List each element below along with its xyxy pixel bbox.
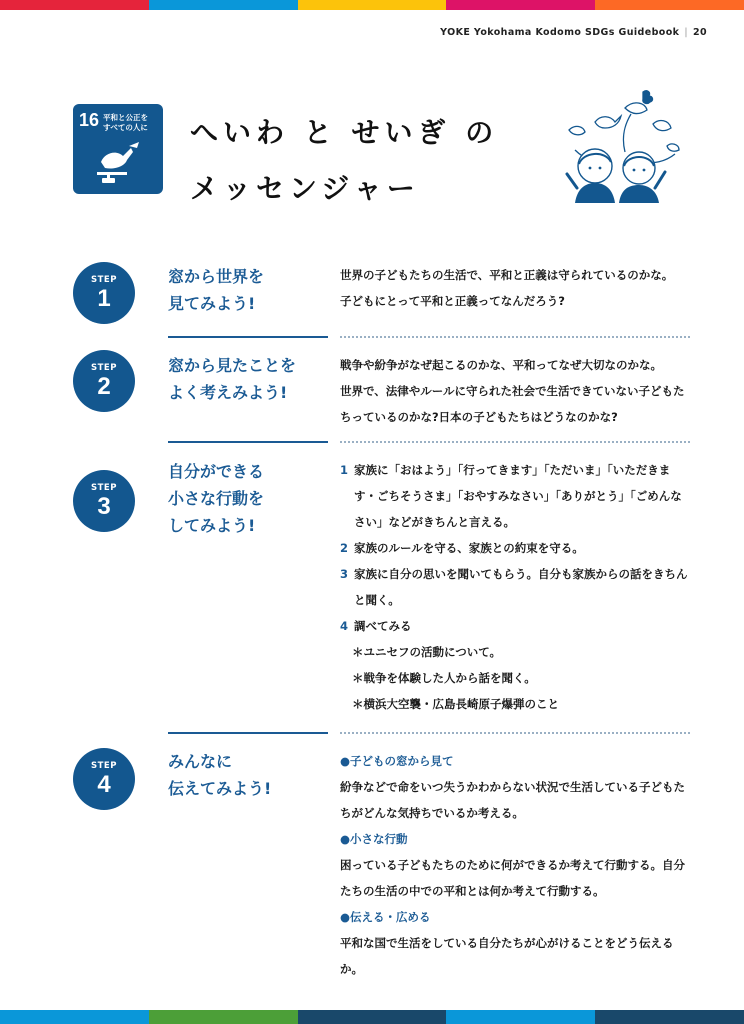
section-divider bbox=[168, 336, 328, 338]
item-number: 3 bbox=[340, 567, 349, 581]
section-text: 平和な国で生活をしている自分たちが心がけることをどう伝えるか。 bbox=[340, 936, 674, 976]
bottom-bar-segment bbox=[0, 1010, 149, 1024]
step-4-body bbox=[340, 748, 690, 982]
step-1-body bbox=[340, 262, 690, 314]
step-label: STEP bbox=[91, 363, 117, 373]
heading-line: みんなに bbox=[168, 752, 233, 771]
dotted-divider bbox=[340, 441, 690, 443]
item-text: 家族のルールを守る、家族との約束を守る。 bbox=[354, 541, 584, 555]
page-number: 20 bbox=[692, 27, 707, 38]
top-color-bar bbox=[0, 0, 744, 10]
body-line: 世界の子どもたちの生活で、平和と正義は守られているのかな。 bbox=[340, 268, 674, 282]
section-text: 紛争などで命をいつ失うかわからない状況で生活している子どもたちがどんな気持ちでいるか考える。 bbox=[340, 780, 685, 820]
sub-item: ＊戦争を体験した人から話を聞く。 bbox=[352, 671, 536, 685]
item-text: 調べてみる bbox=[354, 619, 412, 633]
heading-line: 自分ができる bbox=[168, 462, 265, 481]
step-label: STEP bbox=[91, 483, 117, 493]
bottom-bar-segment bbox=[595, 1010, 744, 1024]
children-doves-illustration bbox=[555, 88, 695, 203]
dotted-divider bbox=[340, 732, 690, 734]
step-label: STEP bbox=[91, 761, 117, 771]
item-number: 2 bbox=[340, 541, 349, 555]
sdg-label-line1: 平和と公正を bbox=[103, 113, 148, 122]
sub-item: ＊横浜大空襲・広島長崎原子爆弾のこと bbox=[352, 697, 559, 711]
step-number: 2 bbox=[97, 373, 111, 400]
step-4-heading bbox=[168, 748, 271, 802]
step-number: 1 bbox=[97, 285, 111, 312]
dotted-divider bbox=[340, 336, 690, 338]
body-line: 子どもにとって平和と正義ってなんだろう? bbox=[340, 294, 565, 308]
sdg-number: 16 bbox=[79, 110, 100, 130]
step-3-body bbox=[340, 457, 690, 717]
step-4-badge bbox=[73, 748, 135, 810]
list-item bbox=[340, 457, 690, 535]
dove-gavel-icon bbox=[95, 140, 143, 184]
section-title: ●子どもの窓から見て bbox=[340, 754, 454, 768]
item-text: 家族に自分の思いを聞いてもらう。自分も家族からの話をきちんと聞く。 bbox=[354, 567, 688, 607]
sdg-label bbox=[103, 113, 148, 133]
bottom-color-bar bbox=[0, 1010, 744, 1024]
bottom-bar-segment bbox=[149, 1010, 298, 1024]
heading-line: 小さな行動を bbox=[168, 489, 265, 508]
item-number: 4 bbox=[340, 619, 349, 633]
step-number: 3 bbox=[97, 493, 111, 520]
top-bar-segment bbox=[446, 0, 595, 10]
sdg-label-line2: すべての人に bbox=[103, 123, 148, 132]
heading-line: してみよう! bbox=[168, 516, 256, 535]
top-bar-segment bbox=[149, 0, 298, 10]
section-divider bbox=[168, 732, 328, 734]
item-number: 1 bbox=[340, 463, 349, 477]
step-3-badge bbox=[73, 470, 135, 532]
heading-line: よく考えみよう! bbox=[168, 383, 288, 402]
running-header: YOKE Yokohama Kodomo SDGs Guidebook | 20 bbox=[440, 27, 707, 38]
top-bar-segment bbox=[0, 0, 149, 10]
page-title bbox=[190, 105, 498, 217]
bottom-bar-segment bbox=[298, 1010, 447, 1024]
title-line2: メッセンジャー bbox=[190, 172, 420, 205]
section-text: 困っている子どもたちのために何ができるか考えて行動する。自分たちの生活の中での平和とは何か考えて行動する。 bbox=[340, 858, 685, 898]
step-2-badge bbox=[73, 350, 135, 412]
step-1-heading bbox=[168, 263, 264, 317]
item-text: 家族に「おはよう」「行ってきます」「ただいま」「いただきます・ごちそうさま」「おやすみなさい」「ありがとう」「ごめんなさい」などがきちんと言える。 bbox=[354, 463, 682, 529]
heading-line: 伝えてみよう! bbox=[168, 779, 272, 798]
step-2-body bbox=[340, 352, 690, 430]
top-bar-segment bbox=[595, 0, 744, 10]
step-2-heading bbox=[168, 352, 296, 406]
sub-item: ＊ユニセフの活動について。 bbox=[352, 645, 502, 659]
body-line: 世界で、法律やルールに守られた社会で生活できていない子どもたちっているのかな?日本の子どもたちはどうなのかな? bbox=[340, 384, 685, 424]
heading-line: 見てみよう! bbox=[168, 294, 256, 313]
section-title: ●小さな行動 bbox=[340, 832, 408, 846]
title-line1: へいわ と せいぎ の bbox=[190, 116, 499, 149]
top-bar-segment bbox=[298, 0, 447, 10]
heading-line: 窓から見たことを bbox=[168, 356, 297, 375]
book-title: YOKE Yokohama Kodomo SDGs Guidebook bbox=[440, 27, 680, 38]
body-line: 戦争や紛争がなぜ起こるのかな、平和ってなぜ大切なのかな。 bbox=[340, 358, 662, 372]
section-divider bbox=[168, 441, 328, 443]
heading-line: 窓から世界を bbox=[168, 267, 265, 286]
section-title: ●伝える・広める bbox=[340, 910, 431, 924]
list-item bbox=[340, 613, 690, 639]
list-item bbox=[340, 535, 690, 561]
step-label: STEP bbox=[91, 275, 117, 285]
sdg-goal-badge bbox=[73, 104, 163, 194]
step-1-badge bbox=[73, 262, 135, 324]
list-item bbox=[340, 561, 690, 613]
step-3-heading bbox=[168, 458, 264, 539]
bottom-bar-segment bbox=[446, 1010, 595, 1024]
step-number: 4 bbox=[97, 771, 111, 798]
